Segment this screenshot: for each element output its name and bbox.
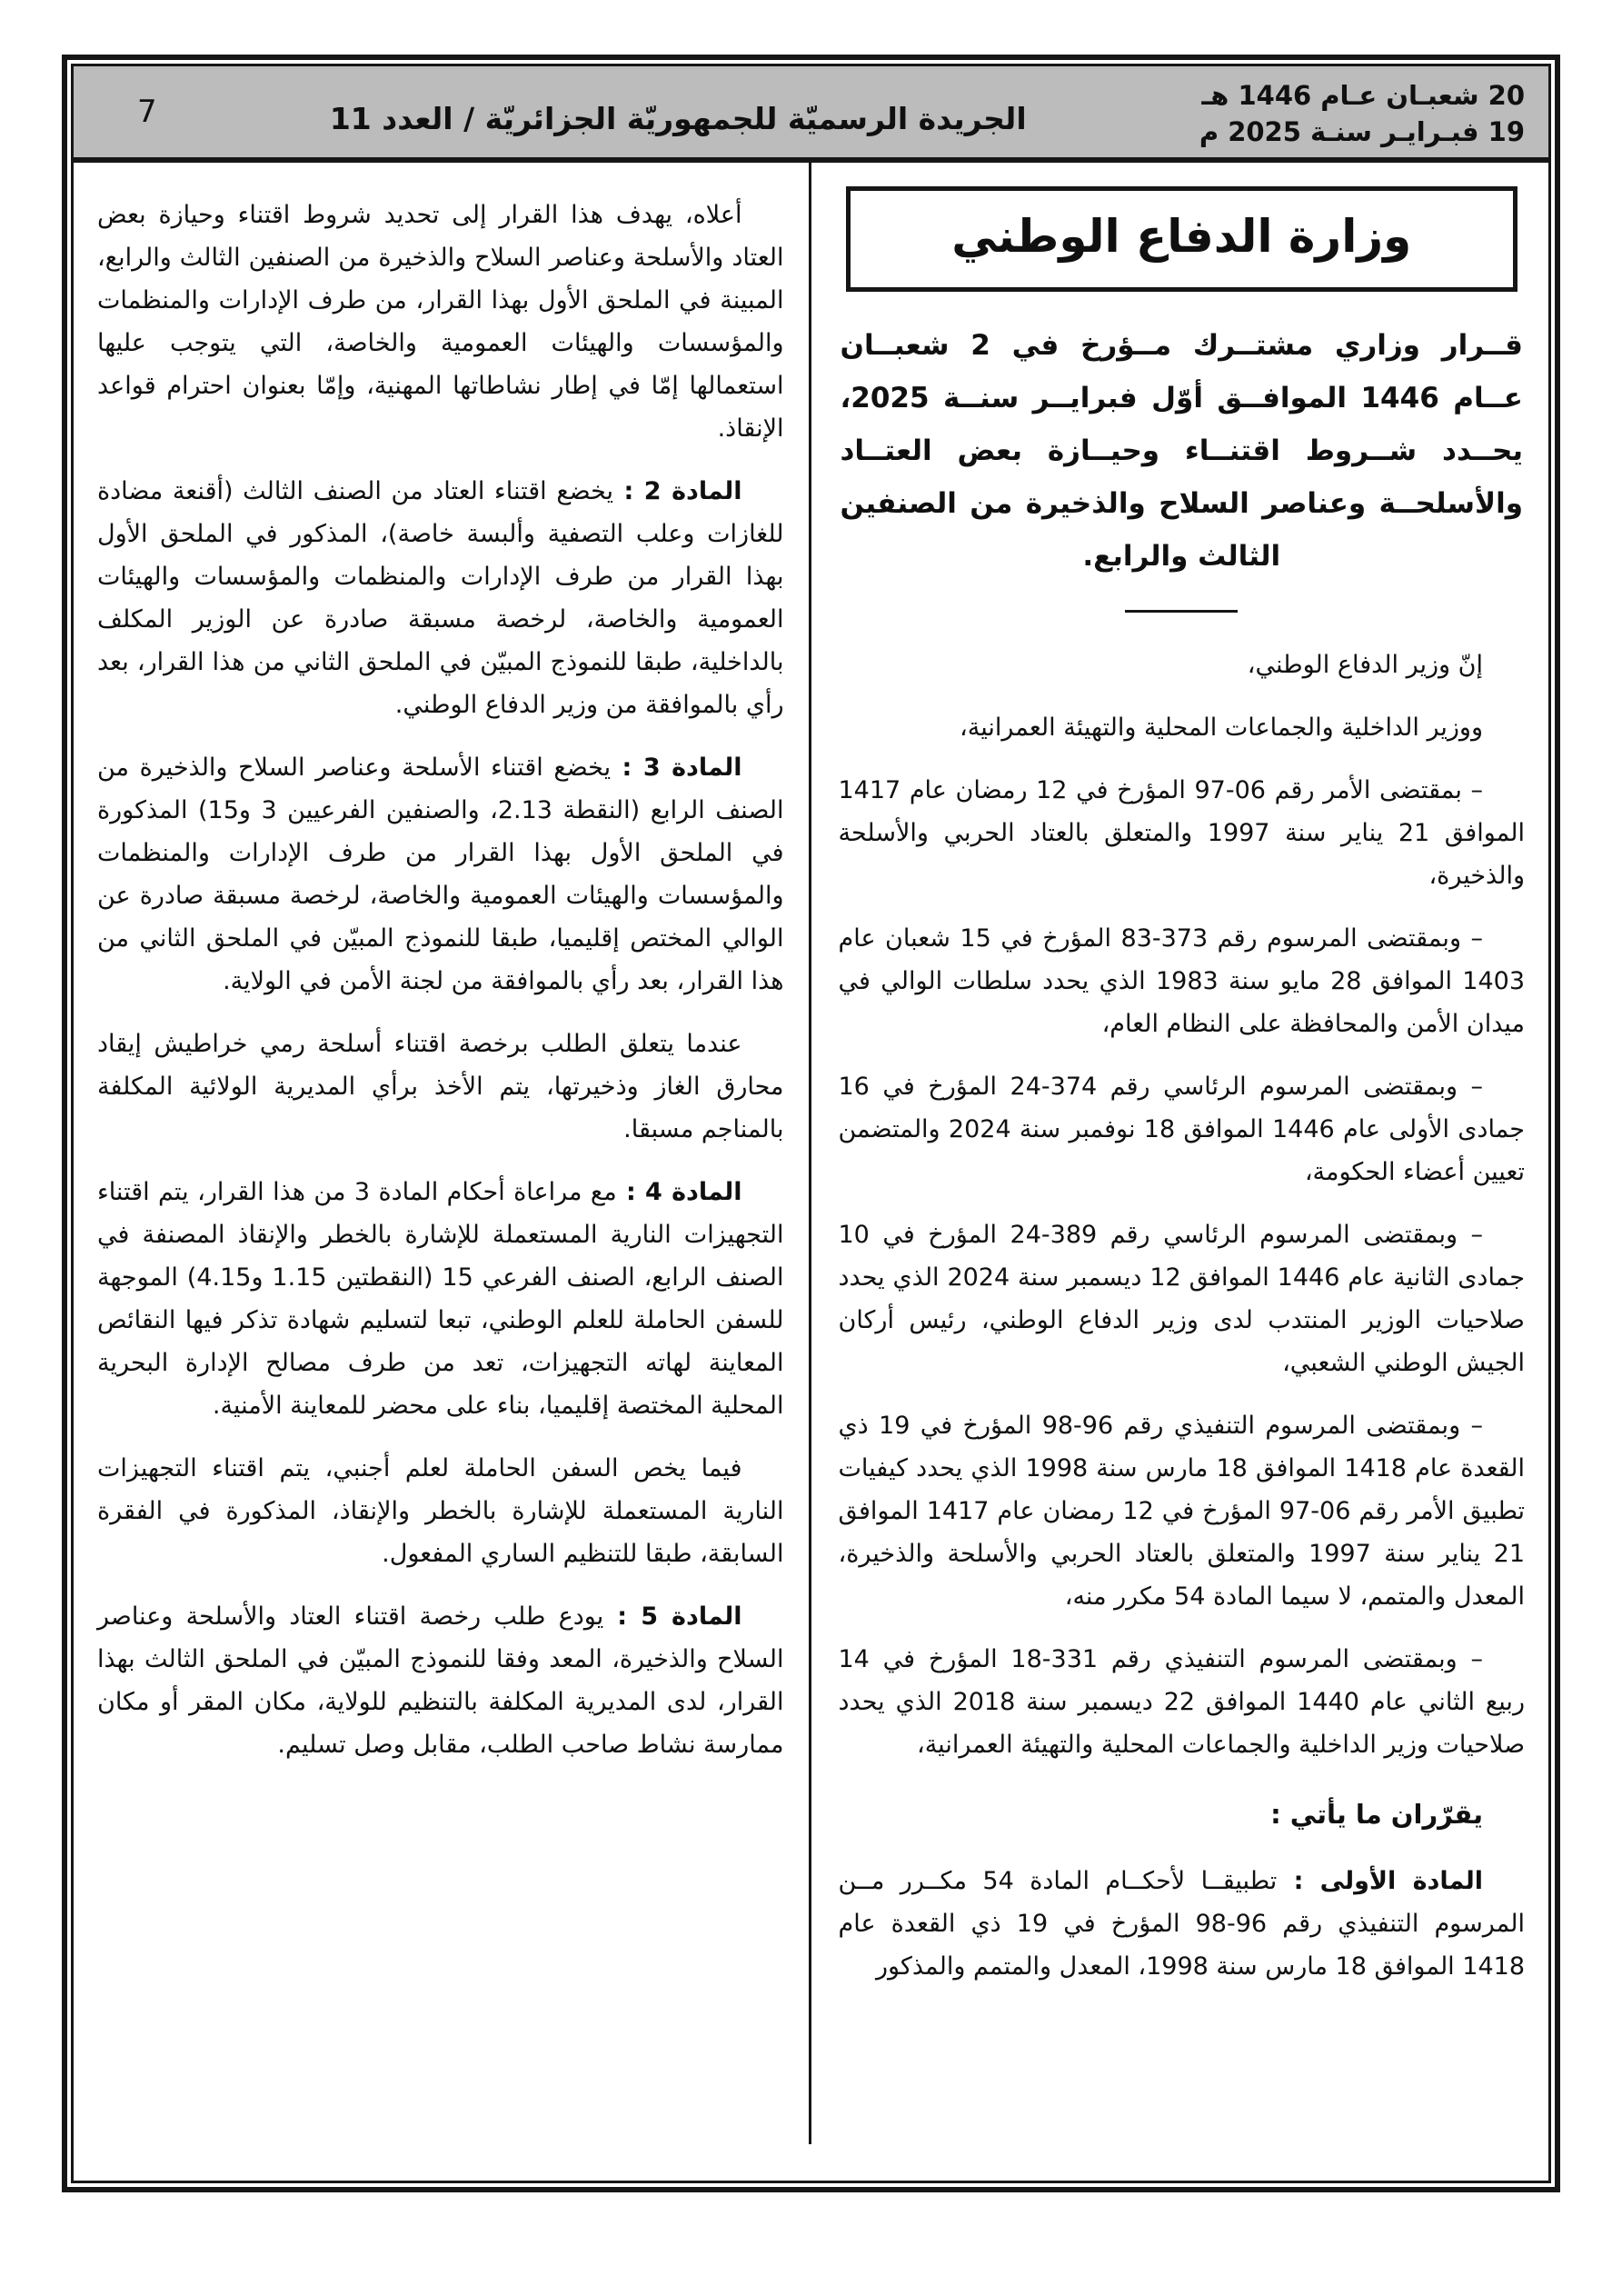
preamble-item bbox=[839, 1065, 1526, 1193]
preamble-item bbox=[839, 1404, 1526, 1618]
page-inner-frame bbox=[71, 64, 1551, 2183]
paragraph-text: يخضع اقتناء العتاد من الصنف الثالث (أقنعة مضادة للغازات وعلب التصفية وألبسة خاصة)، المذكور في الملحق الأول بهذا القرار من طرف الإدارات والمنظمات والمؤسسات والهيئات العمومية والخاصة، لرخصة مسبقة صادرة عن الوزير المكلف بالداخلية، طبقا للنموذج المبيّن في الملحق الثاني من هذا القرار، بعد رأي بالموافقة من وزير الدفاع الوطني. bbox=[97, 477, 784, 719]
paragraph-text: فيما يخص السفن الحاملة لعلم أجنبي، يتم اقتناء التجهيزات النارية المستعملة للإشارة بالخطر والإنقاذ، المذكورة في الفقرة السابقة، طبقا للتنظيم الساري المفعول. bbox=[97, 1454, 784, 1568]
body-paragraph bbox=[97, 1023, 784, 1151]
paragraph-text: مع مراعاة أحكام المادة 3 من هذا القرار، يتم اقتناء التجهيزات النارية المستعملة للإشارة بالخطر والإنقاذ المصنفة في الصنف الرابع، الصنف الفرعي 15 (النقطتين 1.15 و4.15) الموجهة للسفن الحاملة للعلم الوطني، تبعا لتسليم شهادة تذكر فيها النقائص المعاينة لهاته التجهيزات، تعد من طرف مصالح الإدارة البحرية المحلية المختصة إقليميا، بناء على محضر للمعاينة الأمنية. bbox=[97, 1178, 784, 1420]
body-paragraph bbox=[97, 1595, 784, 1766]
preamble-item bbox=[839, 769, 1526, 897]
title-divider-rule bbox=[1125, 610, 1238, 613]
gregorian-date: 19 فبـرايـر سنـة 2025 م bbox=[1199, 116, 1525, 147]
decree-title: قــرار وزاري مشتــرك مــؤرخ في 2 شعبــان عــام 1446 الموافــق أوّل فبرايــر سنــة 2025، يحــدد شــروط اقتنــاء وحيــازة بعض العتــاد والأسلحــة وعناصر السلاح والذخيرة من الصنفين الثالث والرابع. bbox=[840, 329, 1523, 573]
paragraph-text: عندما يتعلق الطلب برخصة اقتناء أسلحة رمي خراطيش إيقاد محارق الغاز وذخيرتها، يتم الأخذ برأي المديرية الولائية المكلفة بالمناجم مسبقا. bbox=[97, 1030, 784, 1143]
body-paragraph bbox=[97, 1171, 784, 1427]
preamble-text: – وبمقتضى المرسوم الرئاسي رقم 374-24 المؤرخ في 16 جمادى الأولى عام 1446 الموافق 18 نوفمبر سنة 2024 والمتضمن تعيين أعضاء الحكومة، bbox=[838, 1073, 1525, 1186]
preamble-text: ووزير الداخلية والجماعات المحلية والتهيئة العمرانية، bbox=[960, 714, 1483, 742]
article-first-label: المادة الأولى : bbox=[1277, 1867, 1483, 1895]
preamble-text: – وبمقتضى المرسوم الرئاسي رقم 389-24 المؤرخ في 10 جمادى الثانية عام 1446 الموافق 12 ديسمبر سنة 2024 الذي يحدد صلاحيات الوزير المنتدب لدى وزير الدفاع الوطني، رئيس أركان الجيش الوطني الشعبي، bbox=[838, 1221, 1525, 1377]
left-column bbox=[74, 163, 811, 2181]
preamble-item bbox=[839, 706, 1526, 749]
page-frame bbox=[62, 55, 1560, 2192]
content-columns bbox=[74, 163, 1548, 2181]
article-first-paragraph bbox=[839, 1860, 1526, 1988]
body-paragraph bbox=[97, 194, 784, 450]
preamble-item bbox=[839, 917, 1526, 1045]
right-column bbox=[811, 163, 1549, 2181]
preamble-text: – بمقتضى الأمر رقم 06-97 المؤرخ في 12 رمضان عام 1417 الموافق 21 يناير سنة 1997 والمتعلق بالعتاد الحربي والأسلحة والذخيرة، bbox=[838, 776, 1525, 890]
hijri-date: 20 شعبـان عـام 1446 هـ bbox=[1201, 80, 1525, 111]
preamble-list bbox=[839, 644, 1526, 1766]
article-label: المادة 4 : bbox=[616, 1178, 742, 1206]
body-paragraph bbox=[97, 1447, 784, 1575]
paragraph-text: أعلاه، يهدف هذا القرار إلى تحديد شروط اقتناء وحيازة بعض العتاد والأسلحة وعناصر السلاح والذخيرة من الصنفين الثالث والرابع، المبينة في الملحق الأول بهذا القرار، من طرف الإدارات والمنظمات والمؤسسات والهيئات العمومية والخاصة، التي يتوجب عليها استعمالها إمّا في إطار نشاطاتها المهنية، وإمّا بعنوان احترام قواعد الإنقاذ. bbox=[97, 201, 784, 443]
ministry-title-box: وزارة الدفاع الوطني bbox=[846, 186, 1518, 292]
preamble-item bbox=[839, 1213, 1526, 1384]
page-header bbox=[74, 66, 1548, 163]
preamble-text: – وبمقتضى المرسوم التنفيذي رقم 331-18 المؤرخ في 14 ربيع الثاني عام 1440 الموافق 22 ديسمبر سنة 2018 الذي يحدد صلاحيات وزير الداخلية والجماعات المحلية والتهيئة العمرانية، bbox=[838, 1645, 1525, 1759]
decide-line: يقرّران ما يأتي : bbox=[1270, 1799, 1483, 1830]
article-label: المادة 2 : bbox=[613, 477, 742, 505]
header-dates bbox=[1190, 74, 1548, 150]
preamble-item bbox=[839, 1638, 1526, 1766]
article-label: المادة 5 : bbox=[603, 1602, 742, 1631]
body-paragraph bbox=[97, 470, 784, 726]
column-divider-rule bbox=[809, 163, 811, 2144]
preamble-text: إنّ وزير الدفاع الوطني، bbox=[1247, 651, 1483, 679]
preamble-text: – وبمقتضى المرسوم رقم 373-83 المؤرخ في 15 شعبان عام 1403 الموافق 28 مايو سنة 1983 الذي يحدد سلطات الوالي في ميدان الأمن والمحافظة على النظام العام، bbox=[838, 924, 1525, 1038]
preamble-text: – وبمقتضى المرسوم التنفيذي رقم 96-98 المؤرخ في 19 ذي القعدة عام 1418 الموافق 18 مارس سنة 1998 الذي يحدد كيفيات تطبيق الأمر رقم 06-97 المؤرخ في 12 رمضان عام 1417 الموافق 21 يناير سنة 1997 والمتعلق بالعتاد الحربي والأسلحة والذخيرة، المعدل والمتمم، لا سيما المادة 54 مكرر منه، bbox=[838, 1412, 1526, 1611]
paragraph-text: يخضع اقتناء الأسلحة وعناصر السلاح والذخيرة من الصنف الرابع (النقطة 2.13، والصنفين الفرعيين 3 و15) المذكورة في الملحق الأول بهذا القرار من طرف الإدارات والمنظمات والمؤسسات والهيئات العمومية والخاصة، لرخصة مسبقة صادرة عن الوالي المختص إقليميا، طبقا للنموذج المبيّن في الملحق الثاني من هذا القرار، بعد رأي بالموافقة من لجنة الأمن في الولاية. bbox=[97, 754, 784, 995]
body-paragraph bbox=[97, 746, 784, 1003]
paragraph-text: يودع طلب رخصة اقتناء العتاد والأسلحة وعناصر السلاح والذخيرة، المعد وفقا للنموذج المبيّن في الملحق الثالث بهذا القرار، لدى المديرية المكلفة بالتنظيم للولاية، مكان المقر أو مكان ممارسة نشاط صاحب الطلب، مقابل وصل تسليم. bbox=[97, 1602, 784, 1759]
preamble-item bbox=[839, 644, 1526, 686]
article-label: المادة 3 : bbox=[611, 754, 742, 782]
journal-title: الجريدة الرسميّة للجمهوريّة الجزائريّة / العدد 11 bbox=[329, 100, 1027, 136]
article-first-text: تطبيقــا لأحكــام المادة 54 مكــرر مــن المرسوم التنفيذي رقم 96-98 المؤرخ في 19 ذي القعدة عام 1418 الموافق 18 مارس سنة 1998، المعدل والمتمم والمذكور bbox=[838, 1867, 1525, 1981]
page-number: 7 bbox=[137, 94, 157, 130]
